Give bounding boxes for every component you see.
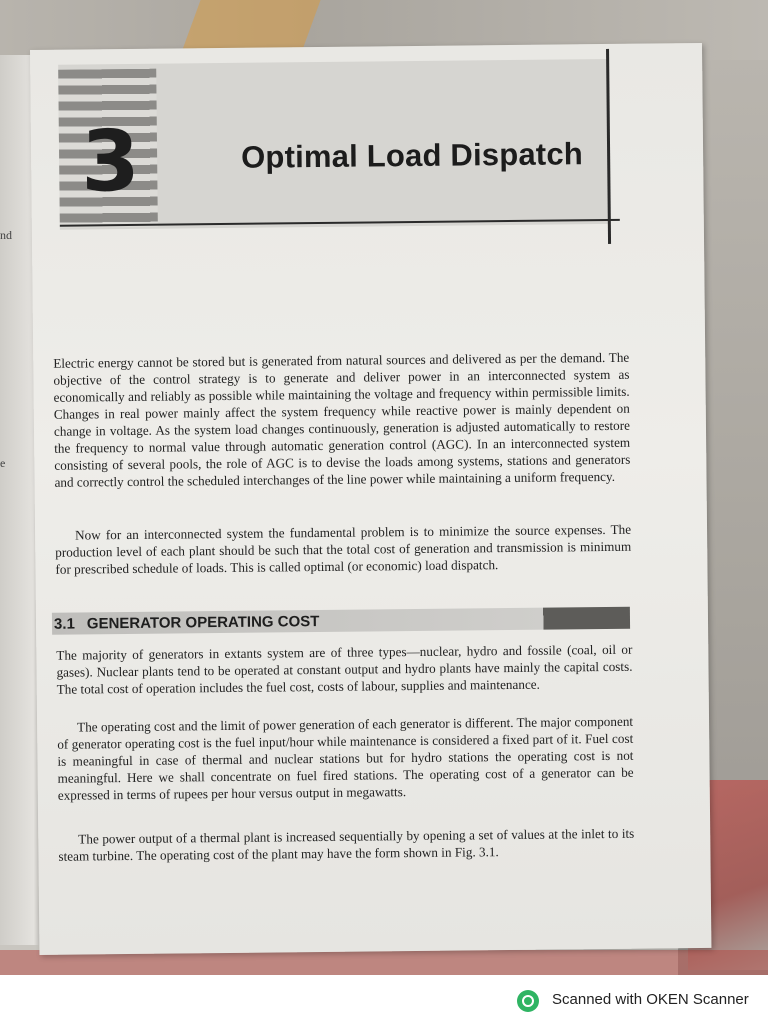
section-number: 3.1 [53, 615, 75, 633]
left-page-fragment: e [0, 456, 6, 470]
header-rule-vertical [606, 49, 611, 244]
section-heading [54, 613, 332, 633]
book-page [30, 43, 711, 955]
section-title: GENERATOR OPERATING COST [86, 613, 320, 633]
body-paragraph: The power output of a thermal plant is increased sequentially by opening a set of values at the inlet to its steam turbine. The operating cost of the plant may have the form shown in Fig. 3.1. [58, 825, 635, 864]
intro-paragraph: Electric energy cannot be stored but is generated from natural sources and delivered as per the demand. The objective of the control strategy is to generate and deliver power in an interconnected system as economically and reliably as possible while maintaining the voltage and frequency within permissible limits. Changes in real power mainly affect the system frequency while reactive power is mainly dependent on change in voltage. As the system load changes continuously, generation is adjusted automatically to restore the frequency to normal value through automatic generation control (AGC). In an interconnected system consisting of several pools, the role of AGC is to devise the loads among systems, stations and generators and correctly control the scheduled interchanges of the line power while maintaining a uniform frequency. [53, 349, 631, 490]
chapter-number: 3 [80, 111, 141, 211]
intro-paragraph: Now for an interconnected system the fundamental problem is to minimize the source expenses. The production level of each plant should be such that the total cost of generation and transmission is minimum for prescribed schedule of loads. This is called optimal (or economic) load dispatch. [55, 521, 632, 577]
body-paragraph: The majority of generators in extants system are of three types—nuclear, hydro and fossile (coal, oil or gases). Nuclear plants tend to be operated at constant output and hydro plants have mainly the capital costs. The total cost of operation includes the fuel cost, costs of labour, supplies and maintenance. [56, 641, 633, 697]
scanner-label: Scanned with OKEN Scanner [552, 991, 749, 1008]
oken-logo-icon [517, 990, 539, 1012]
left-page-fragment: nd [0, 228, 12, 242]
chapter-title: Optimal Load Dispatch [240, 136, 584, 175]
body-paragraph: The operating cost and the limit of power generation of each generator is different. The major component of generator operating cost is the fuel input/hour while maintenance is considered a fixed part of it. Fuel cost is meaningful in case of thermal and nuclear stations but for hydro stations the operating cost is not meaningful. Here we shall concentrate on fuel fired stations. The operating cost of a generator can be expressed in terms of rupees per hour versus output in megawatts. [57, 713, 634, 803]
